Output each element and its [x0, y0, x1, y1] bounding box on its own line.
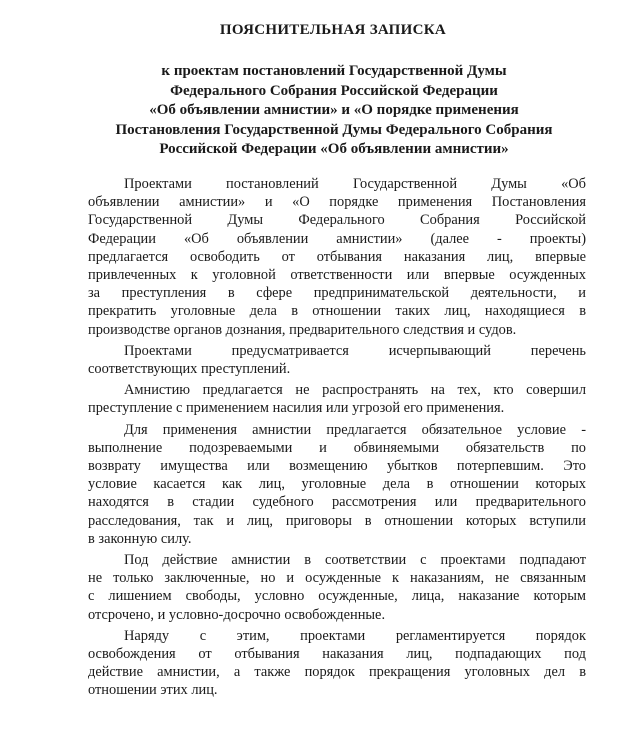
paragraph-3 — [88, 381, 586, 417]
paragraph-5 — [88, 551, 586, 624]
paragraph-line: находятся в стадии судебного рассмотрения или предварительного — [88, 494, 586, 511]
paragraph-4 — [88, 421, 586, 548]
paragraph-line: Федерации «Об объявлении амнистии» (далее - проекты) — [88, 230, 586, 247]
paragraph-line: Государственной Думы Федерального Собрания Российской — [88, 212, 586, 229]
subtitle-line: Постановления Государственной Думы Федерального Собрания — [115, 121, 553, 138]
paragraph-line: возврату имущества или возмещению убытков потерпевшим. Это — [88, 458, 586, 475]
document-body — [88, 175, 586, 700]
document-subtitle — [60, 62, 608, 160]
paragraph-line: привлеченных к уголовной ответственности или впервые осужденных — [88, 267, 586, 284]
paragraph-line: выполнение подозреваемыми и обвиняемыми обязательств по — [88, 439, 586, 456]
paragraph-line: отношении этих лиц. — [88, 682, 218, 699]
document-title: ПОЯСНИТЕЛЬНАЯ ЗАПИСКА — [219, 22, 447, 38]
paragraph-line: объявлении амнистии» и «О порядке применения Постановления — [88, 194, 586, 211]
paragraph-line: предлагается освободить от отбывания наказания лиц, впервые — [88, 248, 586, 265]
paragraph-line: Проектами предусматривается исчерпывающий перечень — [124, 342, 586, 359]
subtitle-line: «Об объявлении амнистии» и «О порядке применения — [149, 102, 519, 118]
paragraph-line: действие амнистии, а также порядок прекращения уголовных дел в — [88, 664, 586, 681]
paragraph-line: Наряду с этим, проектами регламентируется порядок — [124, 627, 586, 644]
paragraph-line: Амнистию предлагается не распространять на тех, кто совершил — [124, 382, 586, 399]
paragraph-1 — [88, 175, 586, 339]
paragraph-line: Под действие амнистии в соответствии с проектами подпадают — [124, 552, 586, 569]
paragraph-2 — [88, 342, 586, 378]
paragraph-line: не только заключенные, но и осужденные к наказаниям, не связанным — [88, 570, 586, 587]
paragraph-6 — [88, 627, 586, 700]
subtitle-line: Федерального Собрания Российской Федерации — [170, 82, 498, 99]
subtitle-line: Российской Федерации «Об объявлении амнистии» — [159, 141, 509, 157]
paragraph-line: отсрочено, и условно-досрочно освобожденные. — [88, 606, 386, 623]
paragraph-line: с лишением свободы, условно осужденные, лица, наказание которым — [88, 588, 586, 605]
paragraph-line: расследования, так и лиц, приговоры в отношении которых вступили — [88, 512, 586, 529]
paragraph-line: Проектами постановлений Государственной Думы «Об — [124, 176, 586, 192]
paragraph-line: производстве органов дознания, предварительного следствия и судов. — [88, 321, 517, 338]
paragraph-line: соответствующих преступлений. — [88, 361, 291, 378]
paragraph-line: за преступления в сфере предпринимательской деятельности, и — [88, 285, 586, 302]
paragraph-line: в законную силу. — [88, 530, 192, 547]
paragraph-line: условие касается как лиц, уголовные дела в отношении которых — [88, 476, 586, 493]
paragraph-line: прекратить уголовные дела в отношении таких лиц, находящиеся в — [88, 303, 586, 320]
paragraph-line: Для применения амнистии предлагается обязательное условие - — [124, 421, 586, 438]
subtitle-line: к проектам постановлений Государственной Думы — [161, 63, 507, 79]
paragraph-line: освобождения от отбывания наказания лиц, подпадающих под — [88, 646, 586, 663]
paragraph-line: преступление с применением насилия или угрозой его применения. — [88, 400, 505, 417]
